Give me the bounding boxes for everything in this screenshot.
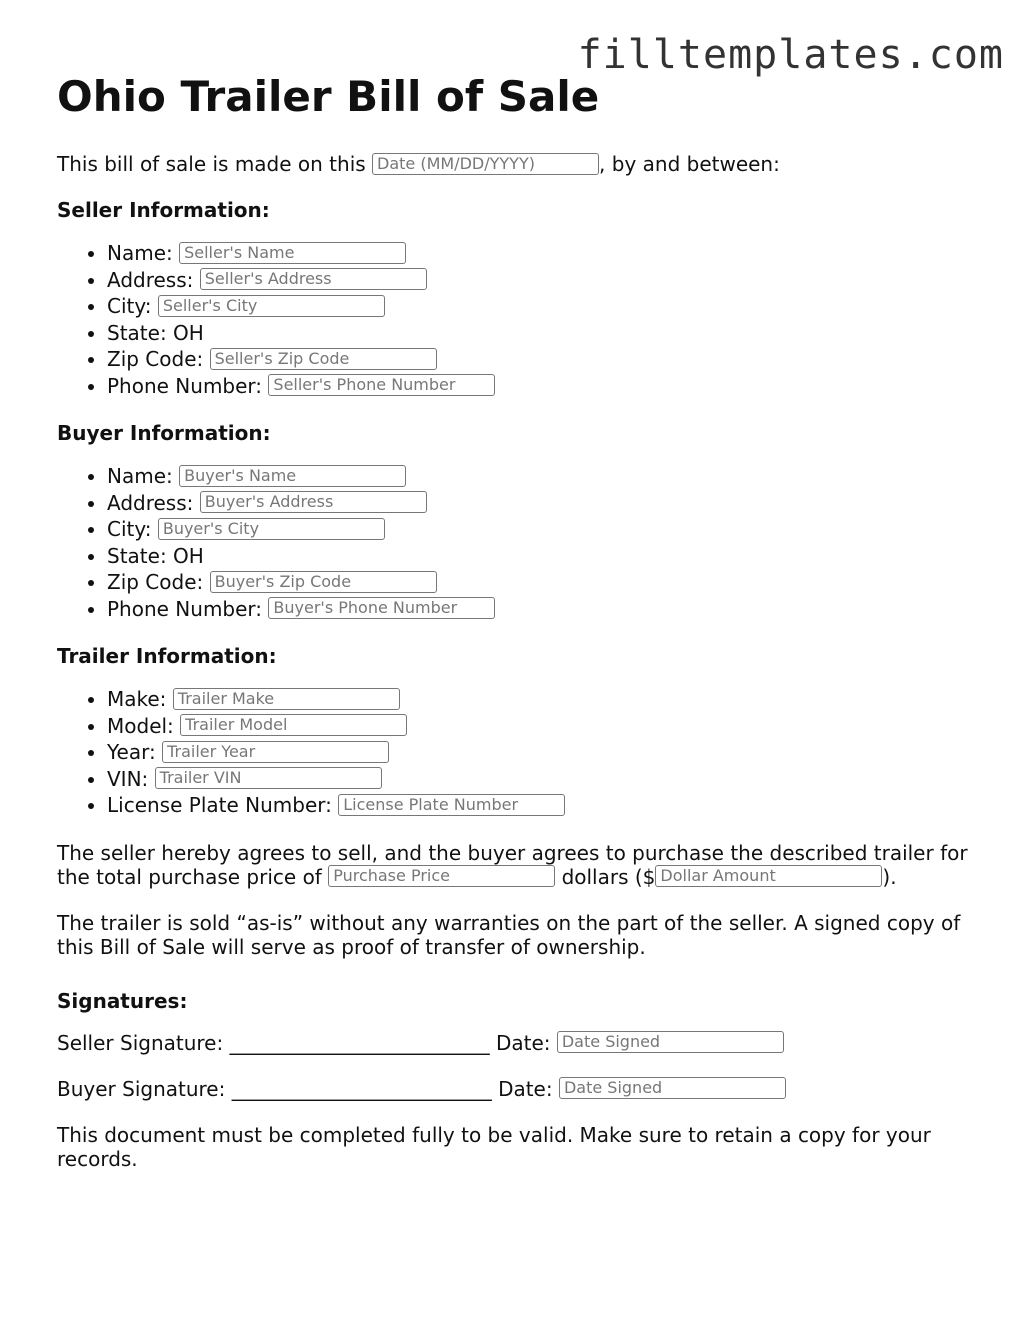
- list-item: [107, 543, 987, 570]
- buyer-date-label: Date:: [498, 1076, 553, 1101]
- intro-text-before: This bill of sale is made on this: [57, 152, 366, 176]
- list-item: [107, 267, 987, 294]
- trailer-vin-input[interactable]: Trailer VIN: [155, 767, 382, 789]
- footer-note: This document must be completed fully to be valid. Make sure to retain a copy for your records.: [57, 1122, 931, 1171]
- page-title: Ohio Trailer Bill of Sale: [57, 72, 600, 121]
- buyer-phone-input[interactable]: Buyer's Phone Number: [268, 597, 495, 619]
- buyer-date-signed-input[interactable]: Date Signed: [559, 1077, 786, 1099]
- seller-name-label: Name:: [107, 241, 173, 265]
- watermark: filltemplates.com: [577, 32, 1004, 78]
- list-item: [107, 739, 987, 766]
- seller-state: State: OH: [107, 320, 204, 345]
- seller-phone-label: Phone Number:: [107, 373, 263, 398]
- buyer-phone-label: Phone Number:: [107, 596, 263, 621]
- intro-paragraph: [57, 152, 987, 176]
- trailer-year-input[interactable]: Trailer Year: [162, 741, 389, 763]
- seller-date-signed-input[interactable]: Date Signed: [557, 1031, 784, 1053]
- agreement-close-text: ).: [882, 864, 897, 889]
- list-item: [107, 792, 987, 819]
- buyer-zip-input[interactable]: Buyer's Zip Code: [210, 571, 437, 593]
- buyer-name-label: Name:: [107, 464, 173, 488]
- list-item: [107, 713, 987, 740]
- trailer-heading: Trailer Information:: [57, 644, 277, 668]
- seller-list: [57, 240, 987, 399]
- seller-city-label: City:: [107, 294, 152, 318]
- trailer-plate-input[interactable]: License Plate Number: [338, 794, 565, 816]
- trailer-plate-label: License Plate Number:: [107, 793, 332, 817]
- seller-signature-blank[interactable]: __________________________: [229, 1030, 490, 1055]
- seller-heading: Seller Information:: [57, 198, 270, 222]
- list-item: [107, 293, 987, 320]
- trailer-make-label: Make:: [107, 687, 167, 711]
- seller-signature-label: Seller Signature:: [57, 1030, 224, 1055]
- list-item: [107, 596, 987, 623]
- seller-phone-input[interactable]: Seller's Phone Number: [268, 374, 495, 396]
- buyer-state: State: OH: [107, 543, 204, 568]
- agreement-paragraph: [57, 841, 987, 889]
- intro-text-after: , by and between:: [599, 152, 780, 176]
- trailer-vin-label: VIN:: [107, 766, 149, 791]
- list-item: [107, 320, 987, 347]
- seller-date-label: Date:: [495, 1030, 551, 1055]
- seller-signature-line: [57, 1031, 987, 1055]
- buyer-zip-label: Zip Code:: [107, 570, 204, 594]
- seller-address-label: Address:: [107, 267, 194, 292]
- trailer-model-label: Model:: [107, 713, 174, 738]
- list-item: [107, 686, 987, 713]
- buyer-signature-label: Buyer Signature:: [57, 1076, 226, 1101]
- trailer-make-input[interactable]: Trailer Make: [173, 688, 400, 710]
- buyer-heading: Buyer Information:: [57, 421, 271, 445]
- list-item: [107, 766, 987, 793]
- buyer-city-label: City:: [107, 517, 152, 541]
- trailer-model-input[interactable]: Trailer Model: [180, 714, 407, 736]
- buyer-address-input[interactable]: Buyer's Address: [200, 491, 427, 513]
- seller-name-input[interactable]: Seller's Name: [179, 242, 406, 264]
- list-item: [107, 516, 987, 543]
- list-item: [107, 569, 987, 596]
- seller-zip-label: Zip Code:: [107, 347, 204, 371]
- seller-city-input[interactable]: Seller's City: [158, 295, 385, 317]
- trailer-year-label: Year:: [107, 740, 156, 764]
- list-item: [107, 490, 987, 517]
- agreement-dollars-text: dollars ($: [561, 864, 656, 889]
- list-item: [107, 463, 987, 490]
- purchase-price-input[interactable]: Purchase Price: [328, 865, 555, 887]
- list-item: [107, 346, 987, 373]
- document: [57, 72, 987, 1171]
- seller-zip-input[interactable]: Seller's Zip Code: [210, 348, 437, 370]
- list-item: [107, 373, 987, 400]
- buyer-list: [57, 463, 987, 622]
- signatures-heading: Signatures:: [57, 988, 188, 1013]
- seller-address-input[interactable]: Seller's Address: [200, 268, 427, 290]
- as-is-paragraph: The trailer is sold “as-is” without any warranties on the part of the seller. A signed copy of this Bill of Sale will serve as proof of transfer of ownership.: [57, 910, 961, 959]
- trailer-list: [57, 686, 987, 819]
- sale-date-input[interactable]: Date (MM/DD/YYYY): [372, 153, 599, 175]
- agreement-text: The seller hereby agrees to sell, and the buyer agrees to purchase the described trailer for the total purchase price of: [57, 840, 968, 889]
- buyer-name-input[interactable]: Buyer's Name: [179, 465, 406, 487]
- dollar-amount-input[interactable]: Dollar Amount: [655, 865, 882, 887]
- buyer-city-input[interactable]: Buyer's City: [158, 518, 385, 540]
- buyer-signature-line: [57, 1077, 987, 1101]
- buyer-address-label: Address:: [107, 490, 194, 515]
- buyer-signature-blank[interactable]: __________________________: [231, 1076, 492, 1101]
- list-item: [107, 240, 987, 267]
